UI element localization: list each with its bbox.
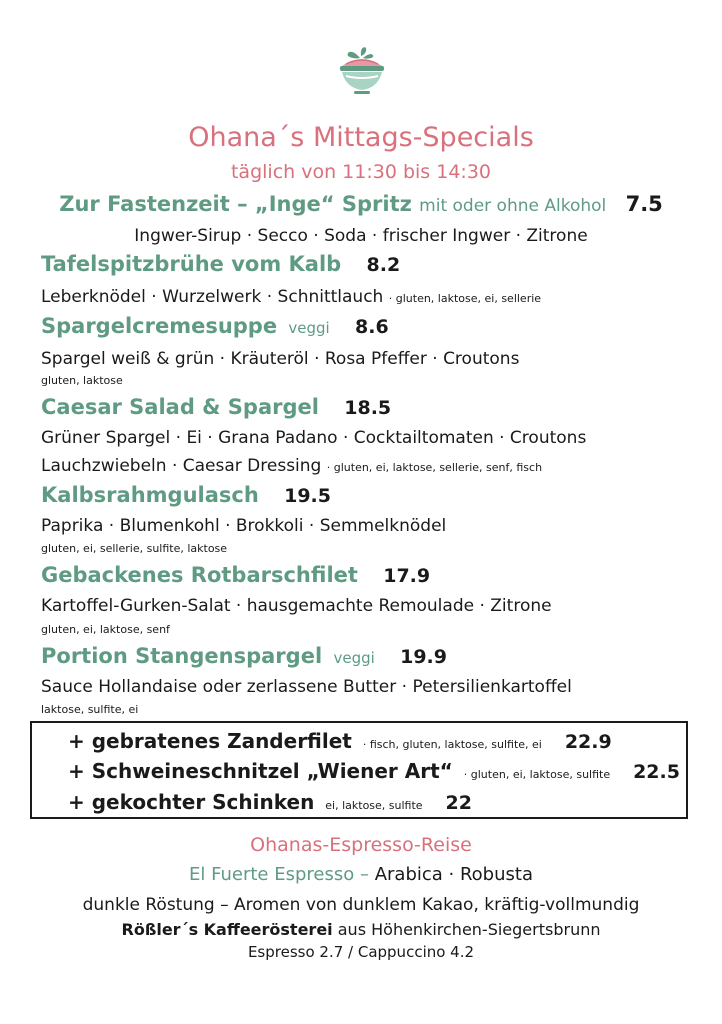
dish-description: Grüner Spargel · Ei · Grana Padano · Cocktailtomaten · Croutons	[41, 428, 587, 448]
bowl-icon	[338, 44, 386, 100]
allergen-info: gluten, ei, laktose, senf	[41, 623, 170, 636]
spritz-name: Zur Fastenzeit – „Inge“ Spritz	[59, 192, 412, 216]
allergen-info: laktose, sulfite, ei	[41, 703, 139, 716]
spritz-heading	[0, 190, 722, 220]
addon-price: 22.5	[633, 761, 680, 783]
roastery-name: Rößler´s Kaffeerösterei	[121, 920, 333, 939]
dish-price: 8.2	[366, 254, 401, 276]
dish-heading	[41, 561, 430, 590]
dish-heading	[41, 642, 447, 672]
addon-item	[68, 728, 612, 758]
roastery-location: aus Höhenkirchen-Siegertsbrunn	[337, 920, 601, 939]
spritz-sub: mit oder ohne Alkohol	[419, 196, 607, 216]
dish-heading	[41, 393, 391, 422]
allergen-info: · fisch, gluten, laktose, sulfite, ei	[362, 738, 542, 751]
page-title: Ohana´s Mittags-Specials	[188, 122, 534, 153]
dish-description: Paprika · Blumenkohl · Brokkoli · Semmelknödel	[41, 516, 447, 536]
addon-item	[68, 758, 680, 788]
addon-price: 22	[445, 792, 472, 814]
dish-price: 8.6	[355, 316, 389, 338]
dish-description: Sauce Hollandaise oder zerlassene Butter · Petersilienkartoffel	[41, 677, 572, 697]
veggi-tag: veggi	[333, 649, 375, 667]
addon-name: + gekochter Schinken	[68, 790, 315, 814]
addon-price: 22.9	[564, 731, 612, 753]
addon-name: + gebratenes Zanderfilet	[68, 729, 352, 753]
dish-name: Spargelcremesuppe	[41, 314, 278, 338]
dish-name: Kalbsrahmgulasch	[41, 483, 259, 507]
addon-item	[68, 789, 472, 819]
addons-box	[30, 721, 688, 819]
veggi-tag: veggi	[288, 319, 330, 337]
dish-name: Tafelspitzbrühe vom Kalb	[41, 252, 342, 276]
espresso-coffee	[0, 862, 722, 888]
allergen-info: · gluten, ei, laktose, sulfite	[463, 768, 611, 781]
spritz-price: 7.5	[625, 192, 663, 216]
dish-name: Caesar Salad & Spargel	[41, 395, 319, 419]
espresso-prices: Espresso 2.7 / Cappuccino 4.2	[247, 943, 475, 961]
dish-description: Kartoffel-Gurken-Salat · hausgemachte Remoulade · Zitrone	[41, 596, 552, 616]
dish-heading	[41, 312, 389, 342]
addon-name: + Schweineschnitzel „Wiener Art“	[68, 759, 453, 783]
dish-name: Gebackenes Rotbarschfilet	[41, 563, 358, 587]
dish-price: 19.5	[284, 485, 331, 507]
dish-description: Leberknödel · Wurzelwerk · Schnittlauch · gluten, laktose, ei, sellerie	[41, 287, 542, 307]
espresso-title: Ohanas-Espresso-Reise	[250, 834, 472, 856]
allergen-info: gluten, laktose	[41, 374, 123, 387]
allergen-info: · gluten, laktose, ei, sellerie	[388, 292, 542, 305]
spritz-description: Ingwer-Sirup · Secco · Soda · frischer Ingwer · Zitrone	[134, 226, 588, 246]
dish-description: Spargel weiß & grün · Kräuteröl · Rosa Pfeffer · Croutons	[41, 349, 520, 369]
allergen-info: gluten, ei, sellerie, sulfite, laktose	[41, 542, 228, 555]
coffee-name: El Fuerte Espresso –	[189, 864, 369, 885]
opening-hours: täglich von 11:30 bis 14:30	[230, 161, 492, 183]
espresso-roastery	[0, 919, 722, 941]
dish-heading	[41, 481, 331, 510]
allergen-info: ei, laktose, sulfite	[325, 799, 423, 812]
coffee-beans: Arabica · Robusta	[374, 864, 533, 885]
dish-price: 17.9	[383, 565, 431, 587]
dish-price: 18.5	[344, 397, 392, 419]
allergen-info: · gluten, ei, laktose, sellerie, senf, fisch	[326, 461, 543, 474]
dish-heading	[41, 250, 400, 279]
dish-price: 19.9	[400, 646, 447, 668]
dish-description-2: Lauchzwiebeln · Caesar Dressing · gluten, ei, laktose, sellerie, senf, fisch	[41, 456, 543, 476]
espresso-taste: dunkle Röstung – Aromen von dunklem Kakao, kräftig-vollmundig	[82, 895, 640, 915]
dish-name: Portion Stangenspargel	[41, 644, 323, 668]
